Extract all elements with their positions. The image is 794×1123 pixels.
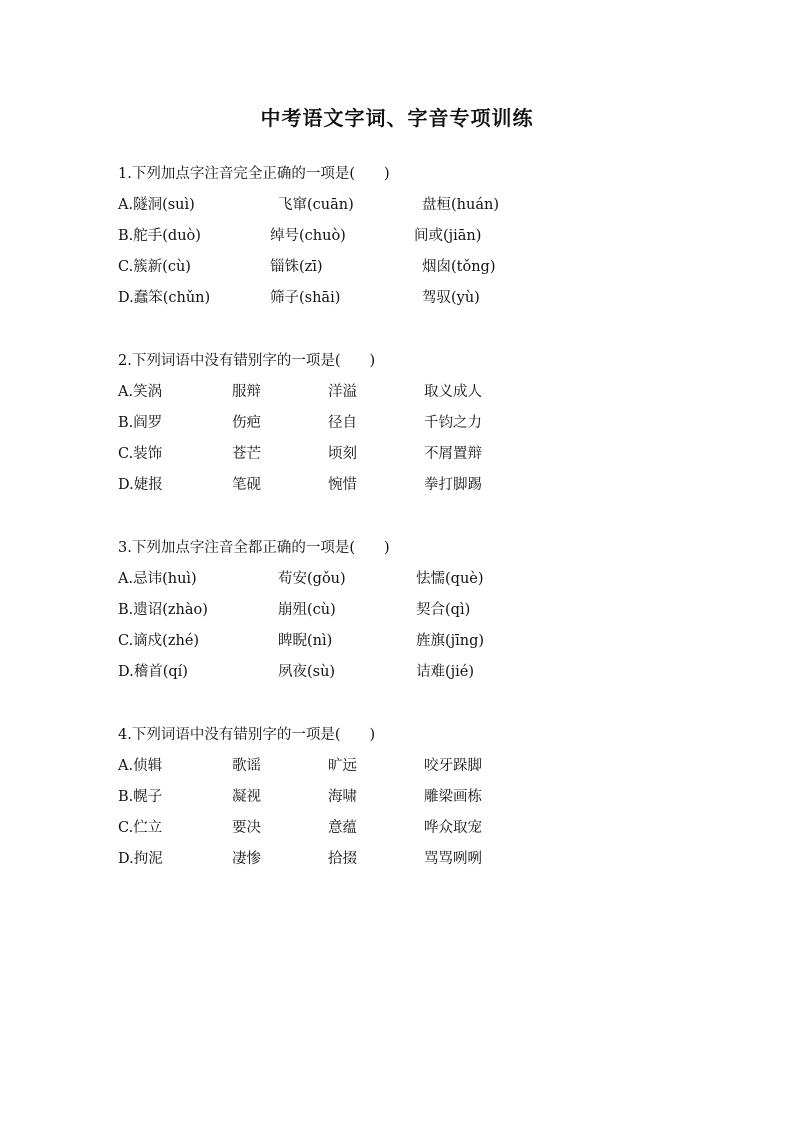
option-item: B.舵手(duò) xyxy=(118,228,201,244)
option-item: B.幌子 xyxy=(118,789,163,805)
option-item: D.蠢笨(chǔn) xyxy=(118,290,211,306)
option-item: 夙夜(sù) xyxy=(278,664,336,680)
option-item: 筛子(shāi) xyxy=(270,290,341,306)
option-item: A.笑涡 xyxy=(118,384,163,400)
option-item: 径自 xyxy=(328,415,357,431)
option-a xyxy=(118,751,738,782)
option-item: D.拘泥 xyxy=(118,851,163,867)
option-item: 旌旗(jīng) xyxy=(416,633,485,649)
option-item: 诘难(jié) xyxy=(416,664,475,680)
option-item: 契合(qì) xyxy=(416,602,471,618)
option-item: 凄惨 xyxy=(232,851,261,867)
option-item: 睥睨(nì) xyxy=(278,633,333,649)
option-item: 驾驭(yù) xyxy=(422,290,480,306)
option-item: 咬牙跺脚 xyxy=(424,758,482,774)
option-item: 苍芒 xyxy=(232,446,261,462)
option-b xyxy=(118,408,738,439)
option-b xyxy=(118,782,738,813)
option-item: A.忌讳(huì) xyxy=(118,571,197,587)
option-item: 拾掇 xyxy=(328,851,357,867)
option-item: B.遗诏(zhào) xyxy=(118,602,208,618)
question-stem: 1.下列加点字注音完全正确的一项是( ) xyxy=(118,166,390,182)
option-item: 拳打脚踢 xyxy=(424,477,482,493)
question-4 xyxy=(118,720,738,875)
option-c xyxy=(118,626,738,657)
option-item: 苟安(gǒu) xyxy=(278,571,346,587)
option-item: C.装饰 xyxy=(118,446,163,462)
option-b xyxy=(118,595,738,626)
option-item: 锱铢(zī) xyxy=(270,259,323,275)
option-item: 盘桓(huán) xyxy=(422,197,499,213)
option-c xyxy=(118,439,738,470)
option-d xyxy=(118,844,738,875)
option-item: 骂骂咧咧 xyxy=(424,851,482,867)
option-d xyxy=(118,283,738,314)
option-item: B.阎罗 xyxy=(118,415,163,431)
option-item: 歌谣 xyxy=(232,758,261,774)
option-a xyxy=(118,564,738,595)
question-stem: 2.下列词语中没有错别字的一项是( ) xyxy=(118,353,376,369)
option-item: 千钧之力 xyxy=(424,415,482,431)
option-d xyxy=(118,470,738,501)
option-item: 惋惜 xyxy=(328,477,357,493)
option-item: 要决 xyxy=(232,820,261,836)
question-stem: 3.下列加点字注音全都正确的一项是( ) xyxy=(118,540,390,556)
page-title: 中考语文字词、字音专项训练 xyxy=(260,106,534,130)
option-a xyxy=(118,190,738,221)
question-2 xyxy=(118,346,738,501)
option-item: C.伫立 xyxy=(118,820,163,836)
option-item: 服辩 xyxy=(232,384,261,400)
option-d xyxy=(118,657,738,688)
option-c xyxy=(118,813,738,844)
option-item: 意蕴 xyxy=(328,820,357,836)
option-item: C.簇新(cù) xyxy=(118,259,191,275)
option-item: 顷刻 xyxy=(328,446,357,462)
option-item: A.侦辑 xyxy=(118,758,163,774)
question-stem: 4.下列词语中没有错别字的一项是( ) xyxy=(118,727,376,743)
option-item: 飞窜(cuān) xyxy=(278,197,354,213)
option-item: 伤疤 xyxy=(232,415,261,431)
option-item: 绰号(chuò) xyxy=(270,228,346,244)
option-item: 洋溢 xyxy=(328,384,357,400)
option-c xyxy=(118,252,738,283)
option-item: 旷远 xyxy=(328,758,357,774)
option-item: 怯懦(què) xyxy=(416,571,484,587)
question-3 xyxy=(118,533,738,688)
option-item: 崩殂(cù) xyxy=(278,602,336,618)
option-b xyxy=(118,221,738,252)
option-item: 取义成人 xyxy=(424,384,482,400)
option-item: 凝视 xyxy=(232,789,261,805)
option-item: 海啸 xyxy=(328,789,357,805)
option-a xyxy=(118,377,738,408)
option-item: 哗众取宠 xyxy=(424,820,482,836)
option-item: 雕梁画栋 xyxy=(424,789,482,805)
option-item: 烟囱(tǒng) xyxy=(422,259,496,275)
option-item: 不屑置辩 xyxy=(424,446,482,462)
option-item: C.谪戍(zhé) xyxy=(118,633,200,649)
option-item: A.隧洞(suì) xyxy=(118,197,195,213)
option-item: 笔砚 xyxy=(232,477,261,493)
question-1 xyxy=(118,159,738,314)
option-item: 间或(jiān) xyxy=(414,228,482,244)
option-item: D.稽首(qí) xyxy=(118,664,188,680)
option-item: D.婕报 xyxy=(118,477,163,493)
